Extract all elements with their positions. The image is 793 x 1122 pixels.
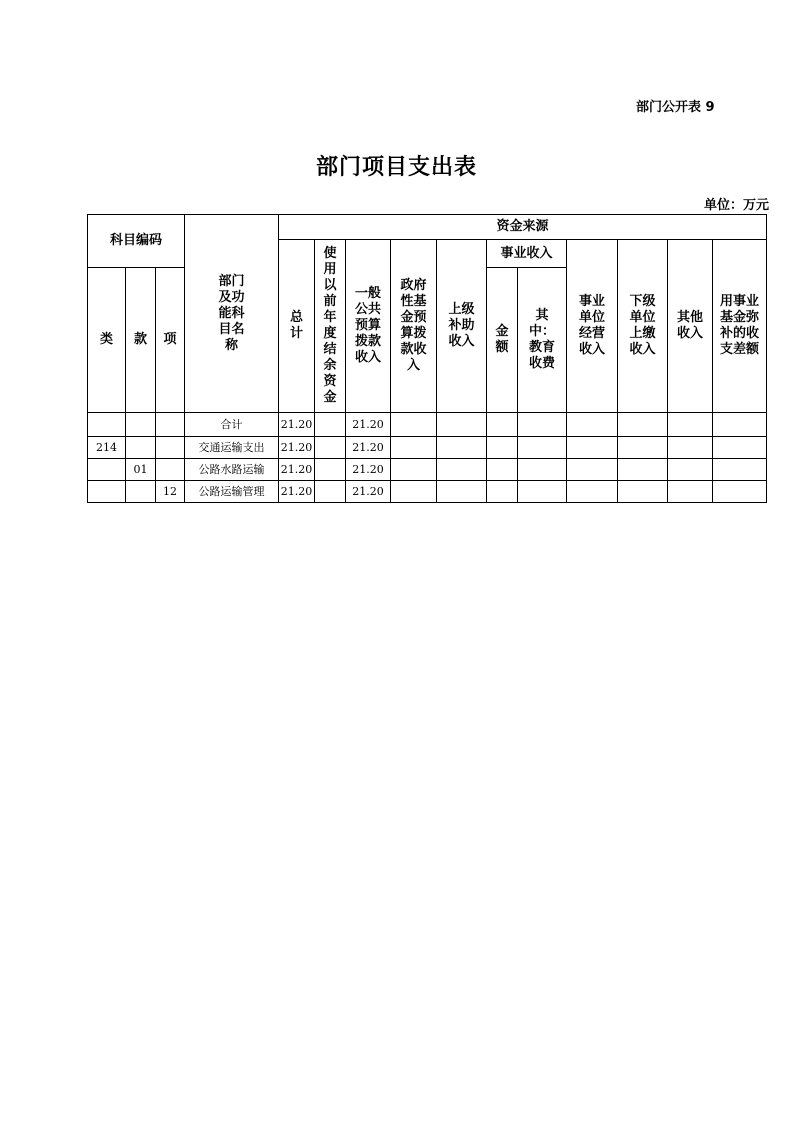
cell-lei <box>88 481 126 503</box>
cell-name: 公路运输管理 <box>185 481 279 503</box>
cell-general: 21.20 <box>346 481 391 503</box>
header-of-which-edu: 其 中： 教育 收费 <box>518 268 567 413</box>
cell-empty <box>618 413 668 437</box>
cell-empty <box>518 459 567 481</box>
table-row <box>88 459 767 481</box>
cell-empty <box>567 413 618 437</box>
cell-empty <box>668 413 713 437</box>
unit-label: 单位：万元 <box>704 198 770 213</box>
header-dept-name: 部门 及功 能科 目名 称 <box>185 215 279 413</box>
header-lei: 类 <box>88 268 126 413</box>
cell-prior <box>315 437 346 459</box>
header-xiang: 项 <box>156 268 185 413</box>
header-general-budget: 一般 公共 预算 拨款 收入 <box>346 240 391 413</box>
cell-empty <box>618 459 668 481</box>
cell-empty <box>437 413 487 437</box>
header-subordinate-income: 下级 单位 上缴 收入 <box>618 240 668 413</box>
header-amount: 金 额 <box>487 268 518 413</box>
cell-prior <box>315 413 346 437</box>
header-operating-income: 事业 单位 经营 收入 <box>567 240 618 413</box>
cell-empty <box>618 437 668 459</box>
cell-total: 21.20 <box>279 437 315 459</box>
cell-xiang <box>156 437 185 459</box>
cell-empty <box>437 437 487 459</box>
cell-empty <box>713 413 767 437</box>
cell-empty <box>713 481 767 503</box>
cell-empty <box>713 459 767 481</box>
cell-total: 21.20 <box>279 481 315 503</box>
cell-name: 交通运输支出 <box>185 437 279 459</box>
header-other-income: 其他 收入 <box>668 240 713 413</box>
cell-general: 21.20 <box>346 437 391 459</box>
cell-empty <box>668 437 713 459</box>
table-row <box>88 481 767 503</box>
cell-name: 合计 <box>185 413 279 437</box>
header-business-income: 事业收入 <box>487 240 567 268</box>
cell-total: 21.20 <box>279 459 315 481</box>
cell-empty <box>487 437 518 459</box>
table-row <box>88 413 767 437</box>
cell-lei: 214 <box>88 437 126 459</box>
project-expenditure-table <box>87 214 767 503</box>
cell-kuan <box>126 437 156 459</box>
cell-total: 21.20 <box>279 413 315 437</box>
page-title: 部门项目支出表 <box>315 155 477 180</box>
cell-xiang <box>156 459 185 481</box>
header-prior-balance: 使 用 以 前 年 度 结 余 资 金 <box>315 240 346 413</box>
cell-empty <box>487 413 518 437</box>
cell-empty <box>518 437 567 459</box>
cell-lei <box>88 459 126 481</box>
cell-empty <box>487 481 518 503</box>
table-row <box>88 437 767 459</box>
cell-empty <box>391 459 437 481</box>
cell-lei <box>88 413 126 437</box>
cell-empty <box>567 459 618 481</box>
cell-xiang <box>156 413 185 437</box>
cell-general: 21.20 <box>346 459 391 481</box>
cell-empty <box>668 481 713 503</box>
cell-prior <box>315 481 346 503</box>
cell-empty <box>518 413 567 437</box>
header-total: 总 计 <box>279 240 315 413</box>
cell-empty <box>713 437 767 459</box>
cell-empty <box>391 437 437 459</box>
cell-empty <box>391 413 437 437</box>
header-superior-subsidy: 上级 补助 收入 <box>437 240 487 413</box>
header-gov-fund: 政府 性基 金预 算拨 款收 入 <box>391 240 437 413</box>
cell-kuan <box>126 481 156 503</box>
cell-name: 公路水路运输 <box>185 459 279 481</box>
cell-empty <box>668 459 713 481</box>
cell-empty <box>618 481 668 503</box>
cell-general: 21.20 <box>346 413 391 437</box>
cell-empty <box>487 459 518 481</box>
header-fund-source: 资金来源 <box>279 215 767 240</box>
cell-empty <box>567 437 618 459</box>
cell-xiang: 12 <box>156 481 185 503</box>
cell-empty <box>391 481 437 503</box>
header-subject-code: 科目编码 <box>88 215 185 268</box>
cell-empty <box>437 481 487 503</box>
header-kuan: 款 <box>126 268 156 413</box>
cell-kuan <box>126 413 156 437</box>
cell-prior <box>315 459 346 481</box>
cell-empty <box>567 481 618 503</box>
cell-empty <box>518 481 567 503</box>
table-number: 部门公开表 9 <box>636 100 715 115</box>
header-balance-fund: 用事业 基金弥 补的收 支差额 <box>713 240 767 413</box>
cell-empty <box>437 459 487 481</box>
cell-kuan: 01 <box>126 459 156 481</box>
